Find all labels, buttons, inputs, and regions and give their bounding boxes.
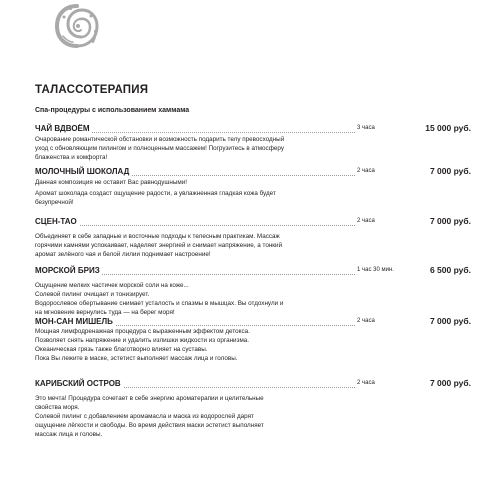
description-line: Солевой пилинг очищает и тонизирует. — [35, 291, 150, 298]
description-line: Очарование романтической обстановки и возможность подарить телу превосходный — [35, 136, 285, 143]
description-line: на мгновение вернулись туда — на берег моря! — [35, 309, 175, 316]
section-title: ТАЛАССОТЕРАПИЯ — [35, 84, 149, 96]
description-line: безупречной! — [35, 199, 74, 206]
item-header — [35, 266, 471, 276]
description-line: горячими камнями успокаивает, наделяет энергией и снимает напряжение, а тонкий — [35, 242, 283, 249]
item-description — [35, 281, 327, 317]
menu-item — [35, 266, 471, 317]
item-price: 7 000 руб. — [429, 378, 471, 388]
ornamental-swirl-logo — [53, 2, 101, 50]
menu-item — [35, 217, 471, 259]
item-description — [35, 232, 327, 259]
description-line: Океаническая грязь также благотворно влияет на суставы. — [35, 346, 208, 353]
item-header — [35, 167, 471, 177]
menu-item — [35, 317, 471, 363]
description-line: Водорослевое обертывание снимает усталость и спазмы в мышцах. Вы отдохнули и — [35, 300, 284, 307]
item-duration: 1 час 30 мин. — [357, 267, 394, 273]
description-line: Это мечта! Процедура сочетает в себе энергию ароматерапии и целительные — [35, 395, 264, 402]
item-price: 7 000 руб. — [429, 216, 471, 226]
item-name: ЧАЙ ВДВОЁМ — [35, 124, 90, 133]
item-name: МОН-САН МИШЕЛЬ — [35, 317, 113, 326]
item-header — [35, 124, 471, 134]
description-line: Пока Вы лежите в маске, эстетист выполняет массаж лица и головы. — [35, 355, 238, 362]
description-line: аромат зелёного чая и белой лилии поднимает настроение! — [35, 251, 211, 258]
item-name: МОРСКОЙ БРИЗ — [35, 266, 100, 275]
item-header — [35, 317, 471, 327]
description-line: уход с обновляющим пилингом и полноценным массажем! Погрузитесь в атмосферу — [35, 145, 284, 152]
description-line: Мощная лимфодренажная процедура с выраженным эффектом детокса. — [35, 328, 250, 335]
item-name: СЦЕН-ТАО — [35, 217, 77, 226]
item-name: МОЛОЧНЫЙ ШОКОЛАД — [35, 167, 130, 176]
item-description — [35, 178, 327, 207]
description-line: Данная композиция не оставит Вас равнодушными! — [35, 179, 188, 186]
item-price: 6 500 руб. — [429, 265, 471, 275]
description-line: Позволяет снять напряжение и удалить излишки жидкости из организма. — [35, 337, 250, 344]
item-duration: 3 часа — [357, 125, 375, 131]
item-duration: 2 часа — [357, 380, 375, 386]
item-price: 7 000 руб. — [429, 166, 471, 176]
item-header — [35, 217, 471, 227]
description-line: Ощущение мелких частичек морской соли на коже... — [35, 282, 189, 289]
item-description — [35, 327, 327, 363]
item-duration: 2 часа — [357, 218, 375, 224]
description-line: Объединяет в себе западные и восточные подходы к телесным практикам. Массаж — [35, 233, 280, 240]
item-price: 7 000 руб. — [429, 316, 471, 326]
description-line: ощущение лёгкости и свободы. Во время действия маски эстетист выполняет — [35, 422, 264, 429]
menu-item — [35, 379, 471, 439]
item-name: КАРИБСКИЙ ОСТРОВ — [35, 379, 121, 388]
item-price: 15 000 руб. — [425, 123, 471, 133]
description-line: Солевой пилинг с добавлением аромамасла и маска из водорослей дарят — [35, 413, 254, 420]
description-line: свойства моря. — [35, 404, 80, 411]
item-duration: 2 часа — [357, 168, 375, 174]
description-line: Аромат шоколада создаст ощущение радости, а увлажненная гладкая кожа будет — [35, 190, 276, 197]
menu-item — [35, 167, 471, 207]
description-line: блаженства и комфорта! — [35, 154, 108, 161]
item-header — [35, 379, 471, 389]
item-description — [35, 394, 327, 439]
menu-item — [35, 124, 471, 162]
leader-dots — [35, 225, 355, 226]
item-description — [35, 135, 327, 162]
item-duration: 2 часа — [357, 318, 375, 324]
section-subtitle: Спа-процедуры с использованием хаммама — [35, 107, 190, 114]
description-line: массаж лица и головы. — [35, 431, 103, 438]
